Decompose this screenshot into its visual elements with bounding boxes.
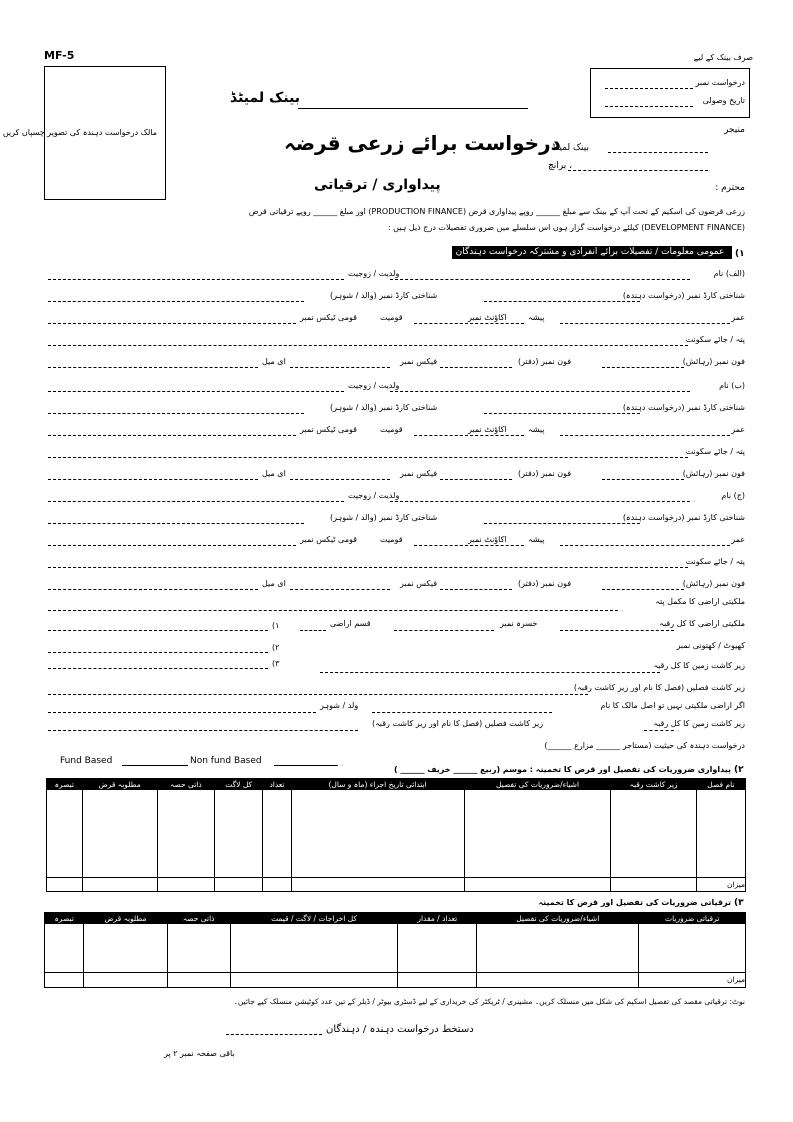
not-owner-label: اگر اراضی ملکیتی نہیں تو اصل مالک کا نام (600, 701, 745, 710)
applicant-2-nic2-field[interactable] (48, 413, 304, 414)
production-table (46, 778, 746, 892)
applicant-3-parent-label: ولدیت / زوجیت (348, 491, 400, 500)
note-text: نوٹ: ترقیاتی مقصد کی تفصیل اسکیم کی شکل میں منسلک کریں۔ مشینری / ٹریکٹر کی خریداری کے لیے ڈسٹری بیوٹر / ڈیلر کے تین عدد کوٹیشن منسلک کیے جائیں۔ (233, 997, 745, 1006)
signature-field[interactable] (226, 1034, 322, 1035)
applicant-2-ntn-label: قومی ٹیکس نمبر (300, 425, 357, 434)
production-table-total-cell[interactable] (82, 878, 157, 892)
form-title: درخواست برائے زرعی قرضہ (284, 131, 561, 155)
applicant-1-fax-field[interactable] (290, 367, 390, 368)
section3-title: ترقیاتی ضروریات کی تفصیل اور قرض کا تخمینہ (538, 898, 731, 907)
applicant-3-nic2-field[interactable] (48, 523, 304, 524)
applicant-2-name-label: (ب) نام (719, 381, 745, 390)
bank-limited-label: بینک لمیٹڈ (552, 143, 589, 153)
production-table-cell[interactable] (696, 790, 745, 878)
applicant-3-phone-office-label: فون نمبر (دفتر) (518, 579, 572, 588)
applicant-3-phone-home-label: فون نمبر (رہائش) (682, 579, 745, 588)
applicant-2-phone-office-label: فون نمبر (دفتر) (518, 469, 572, 478)
intro-line-2: (DEVELOPMENT FINANCE) کیلئے درخواست گزار ہوں اس سلسلے میں ضروری تفصیلات درج ذیل ہیں : (387, 223, 745, 232)
application-no-label: درخواست نمبر (695, 78, 745, 87)
applicant-2-email-field[interactable] (48, 479, 258, 480)
production-table-total-cell[interactable] (214, 878, 263, 892)
production-table-header-7: ذاتی حصہ (157, 779, 214, 790)
development-table (44, 912, 746, 988)
applicant-2-name-field[interactable] (390, 391, 690, 392)
production-table-cell[interactable] (291, 790, 464, 878)
applicant-1-phone-home-label: فون نمبر (رہائش) (682, 357, 745, 366)
applicant-3-email-label: ای میل (262, 579, 286, 588)
development-table-total-cell[interactable] (477, 972, 639, 987)
production-table-cell[interactable] (464, 790, 611, 878)
form-code: MF-5 (44, 49, 75, 62)
production-table-header-8: مطلوبہ قرض (82, 779, 157, 790)
applicant-2-phone-home-field[interactable] (602, 479, 684, 480)
applicant-1-age-field[interactable] (560, 323, 730, 324)
land-item-3: (۳ (272, 659, 280, 668)
land-item-2: (۲ (272, 643, 280, 652)
production-table-cell[interactable] (214, 790, 263, 878)
crops-field[interactable] (48, 694, 588, 695)
non-fund-based-field[interactable] (274, 765, 338, 766)
land-item-1-field[interactable] (48, 630, 268, 631)
applicant-1-parent-field[interactable] (48, 279, 344, 280)
photo-box[interactable] (2, 66, 166, 200)
applicant-2-ntn-field[interactable] (48, 435, 296, 436)
applicant-3-profession-label: پیشہ (528, 535, 545, 544)
applicant-1-phone-office-label: فون نمبر (دفتر) (518, 357, 572, 366)
applicant-2-account-label: اکاؤنٹ نمبر (468, 425, 507, 434)
intro-line-1: زرعی قرضوں کی اسکیم کے تحت آپ کے بینک سے مبلغ ______ روپے پیداواری قرض (PRODUCTION FINANCE) اور مبلغ ______ روپے ترقیاتی قرض (248, 207, 745, 216)
date-received-label: تاریخ وصولی (702, 96, 745, 105)
production-table-cell[interactable] (263, 790, 291, 878)
applicant-1-account-label: اکاؤنٹ نمبر (468, 313, 507, 322)
applicant-1-phone-office-field[interactable] (440, 367, 512, 368)
applicant-1-name-field[interactable] (390, 279, 690, 280)
production-table-total-cell[interactable] (47, 878, 83, 892)
development-table-total-cell[interactable] (45, 972, 84, 987)
applicant-2-parent-label: ولدیت / زوجیت (348, 381, 400, 390)
applicant-1-nic2-field[interactable] (48, 301, 304, 302)
development-table-cell[interactable] (477, 924, 639, 973)
applicant-2-address-field[interactable] (48, 457, 688, 458)
applicant-3-fax-field[interactable] (290, 589, 390, 590)
ownership-address-label: ملکیتی اراضی کا مکمل پتہ (655, 597, 745, 606)
production-table-header-2: زیر کاشت رقبہ (611, 779, 696, 790)
applicant-2-address-label: پتہ / جائے سکونت (685, 447, 745, 456)
office-use-label: صرف بینک کے لیے (693, 53, 753, 62)
production-table-header-9: تبصرہ (47, 779, 83, 790)
production-table-header-1: نام فصل (696, 779, 745, 790)
cultivated-field[interactable] (320, 672, 660, 673)
applicant-2-nic-field[interactable] (484, 413, 640, 414)
applicant-1-phone-home-field[interactable] (602, 367, 684, 368)
total-area-field[interactable] (560, 630, 674, 631)
applicant-3-email-field[interactable] (48, 589, 258, 590)
crops-label: زیر کاشت فصلیں (فصل کا نام اور زیر کاشت رقبہ) (573, 683, 745, 692)
production-table-total-cell[interactable] (263, 878, 291, 892)
applicant-2-nic2-label: شناختی کارڈ نمبر (والد / شوہر) (330, 403, 438, 412)
development-table-total-cell[interactable] (398, 972, 477, 987)
applicant-3-address-field[interactable] (48, 567, 688, 568)
production-table-cell[interactable] (157, 790, 214, 878)
khasra-field[interactable] (394, 630, 494, 631)
applicant-3-age-label: عمر (731, 535, 745, 544)
branch-label: ، برانچ (548, 161, 573, 171)
production-table-cell[interactable] (82, 790, 157, 878)
production-table-header-6: کل لاگت (214, 779, 263, 790)
land-type-field[interactable] (300, 630, 326, 631)
applicant-2-fax-label: فیکس نمبر (400, 469, 438, 478)
land-item-2-field[interactable] (48, 652, 268, 653)
development-table-header-6: مطلوبہ قرض (84, 913, 167, 924)
land-item-3-field[interactable] (48, 668, 268, 669)
applicant-1-parent-label: ولدیت / زوجیت (348, 269, 400, 278)
section2-number: (۲ (734, 765, 744, 775)
remaining-text: باقی صفحہ نمبر ۲ پر (164, 1049, 235, 1058)
bank-limited-field[interactable] (608, 152, 708, 153)
applicant-3-name-label: (ج) نام (721, 491, 745, 500)
development-table-cell[interactable] (639, 924, 746, 973)
applicant-3-ntn-label: قومی ٹیکس نمبر (300, 535, 357, 544)
development-table-header-4: کل اخراجات / لاگت / قیمت (230, 913, 398, 924)
applicant-1-email-label: ای میل (262, 357, 286, 366)
development-table-header-5: ذاتی حصہ (167, 913, 230, 924)
development-table-cell[interactable] (84, 924, 167, 973)
section1-title: عمومی معلومات / تفصیلات برائے انفرادی و مشترکہ درخواست دہندگان (452, 246, 732, 259)
production-table-header-3: اشیاء/ضروریات کی تفصیل (464, 779, 611, 790)
production-table-cell[interactable] (47, 790, 83, 878)
respected-label: محترم : (715, 183, 745, 193)
application-no-field[interactable] (605, 88, 693, 89)
applicant-1-fax-label: فیکس نمبر (400, 357, 438, 366)
office-use-box (590, 68, 750, 118)
applicant-3-phone-office-field[interactable] (440, 589, 512, 590)
applicant-1-caste-label: قومیت (380, 313, 403, 322)
date-received-field[interactable] (605, 106, 693, 107)
cultivated-label: زیر کاشت زمین کا کل رقبہ (653, 661, 745, 670)
development-table-total-cell[interactable] (230, 972, 398, 987)
applicant-2-nic-label: شناختی کارڈ نمبر (درخواست دہندہ) (622, 403, 745, 412)
development-table-header-7: تبصرہ (45, 913, 84, 924)
bank-name-field[interactable] (298, 108, 528, 109)
development-table-cell[interactable] (167, 924, 230, 973)
applicant-1-ntn-field[interactable] (48, 323, 296, 324)
production-table-total-cell[interactable] (157, 878, 214, 892)
development-table-total-cell: میزان (639, 972, 746, 987)
production-table-total-cell[interactable] (291, 878, 464, 892)
father-label: ولد / شوہر (320, 701, 359, 710)
bank-name-suffix: بینک لمیٹڈ (230, 90, 301, 106)
production-table-total-cell: میزان (696, 878, 745, 892)
applicant-2-age-field[interactable] (560, 435, 730, 436)
fund-based-label: Fund Based (60, 756, 113, 766)
development-table-total-cell[interactable] (84, 972, 167, 987)
development-table-total-cell[interactable] (167, 972, 230, 987)
production-table-total-cell[interactable] (611, 878, 696, 892)
production-table-header-5: تعداد (263, 779, 291, 790)
development-table-header-1: ترقیاتی ضروریات (639, 913, 746, 924)
status-label: درخواست دہندہ کی حیثیت (مستاجر ______ مزارع ______) (544, 741, 745, 750)
total-area-label: ملکیتی اراضی کا کل رقبہ (659, 619, 745, 628)
applicant-3-nic2-label: شناختی کارڈ نمبر (والد / شوہر) (330, 513, 438, 522)
non-fund-based-label: Non fund Based (190, 756, 262, 766)
applicant-1-nic-label: شناختی کارڈ نمبر (درخواست دہندہ) (622, 291, 745, 300)
production-table-header-4: ابتدائی تاریخ اجراء (ماہ و سال) (291, 779, 464, 790)
development-table-cell[interactable] (45, 924, 84, 973)
applicant-1-email-field[interactable] (48, 367, 258, 368)
photo-box-text: مالک درخواست دہندہ کی تصویر چسپاں کریں (2, 128, 157, 137)
development-table-header-2: اشیاء/ضروریات کی تفصیل (477, 913, 639, 924)
applicant-3-nic-label: شناختی کارڈ نمبر (درخواست دہندہ) (622, 513, 745, 522)
section1-number: (۱ (735, 249, 745, 259)
development-table-cell[interactable] (230, 924, 398, 973)
applicant-1-address-field[interactable] (48, 345, 688, 346)
applicant-3-address-label: پتہ / جائے سکونت (685, 557, 745, 566)
production-table-cell[interactable] (611, 790, 696, 878)
applicant-2-email-label: ای میل (262, 469, 286, 478)
applicant-2-age-label: عمر (731, 425, 745, 434)
fund-based-field[interactable] (122, 765, 188, 766)
applicant-2-phone-office-field[interactable] (440, 479, 512, 480)
applicant-3-age-field[interactable] (560, 545, 730, 546)
ownership-address-field[interactable] (48, 610, 618, 611)
branch-field[interactable] (568, 170, 708, 171)
cultivated-2-field[interactable] (644, 730, 674, 731)
applicant-3-phone-home-field[interactable] (602, 589, 684, 590)
manager-label: منیجر (723, 125, 745, 135)
applicant-2-parent-field[interactable] (48, 391, 344, 392)
applicant-2-phone-home-label: فون نمبر (رہائش) (682, 469, 745, 478)
not-owner-field[interactable] (372, 712, 552, 713)
applicant-3-fax-label: فیکس نمبر (400, 579, 438, 588)
applicant-2-profession-label: پیشہ (528, 425, 545, 434)
production-table-total-cell[interactable] (464, 878, 611, 892)
applicant-3-nic-field[interactable] (484, 523, 640, 524)
land-item-1: (۱ (272, 621, 280, 630)
applicant-1-address-label: پتہ / جائے سکونت (685, 335, 745, 344)
development-table-header-3: تعداد / مقدار (398, 913, 477, 924)
land-type-label: قسم اراضی (330, 619, 371, 628)
form-subtitle: پیداواری / ترقیاتی (314, 177, 441, 193)
father-field[interactable] (48, 712, 316, 713)
khewat-label: کھیوٹ / کھتونی نمبر (676, 641, 745, 650)
section3-number: (۳ (734, 898, 744, 908)
applicant-3-caste-label: قومیت (380, 535, 403, 544)
applicant-1-name-label: (الف) نام (713, 269, 745, 278)
applicant-2-fax-field[interactable] (290, 479, 390, 480)
applicant-3-account-label: اکاؤنٹ نمبر (468, 535, 507, 544)
applicant-1-age-label: عمر (731, 313, 745, 322)
development-table-cell[interactable] (398, 924, 477, 973)
applicant-3-name-field[interactable] (390, 501, 690, 502)
applicant-1-nic-field[interactable] (484, 301, 640, 302)
applicant-3-parent-field[interactable] (48, 501, 344, 502)
applicant-1-profession-label: پیشہ (528, 313, 545, 322)
applicant-3-ntn-field[interactable] (48, 545, 296, 546)
khasra-label: خسرہ نمبر (500, 619, 538, 628)
applicant-1-ntn-label: قومی ٹیکس نمبر (300, 313, 357, 322)
section2-title: پیداواری ضروریات کی تفصیل اور قرض کا تخمینہ : موسم (ربیع ______ خریف ______ ) (394, 765, 731, 774)
applicant-1-nic2-label: شناختی کارڈ نمبر (والد / شوہر) (330, 291, 438, 300)
crops-2-field[interactable] (48, 730, 358, 731)
signature-label: دستخط درخواست دہندہ / دہندگان (326, 1024, 474, 1035)
crops-2-label: زیر کاشت فصلیں (فصل کا نام اور زیر کاشت رقبہ) (372, 719, 544, 728)
cultivated-2-label: زیر کاشت زمین کا کل رقبہ (653, 719, 745, 728)
applicant-2-caste-label: قومیت (380, 425, 403, 434)
